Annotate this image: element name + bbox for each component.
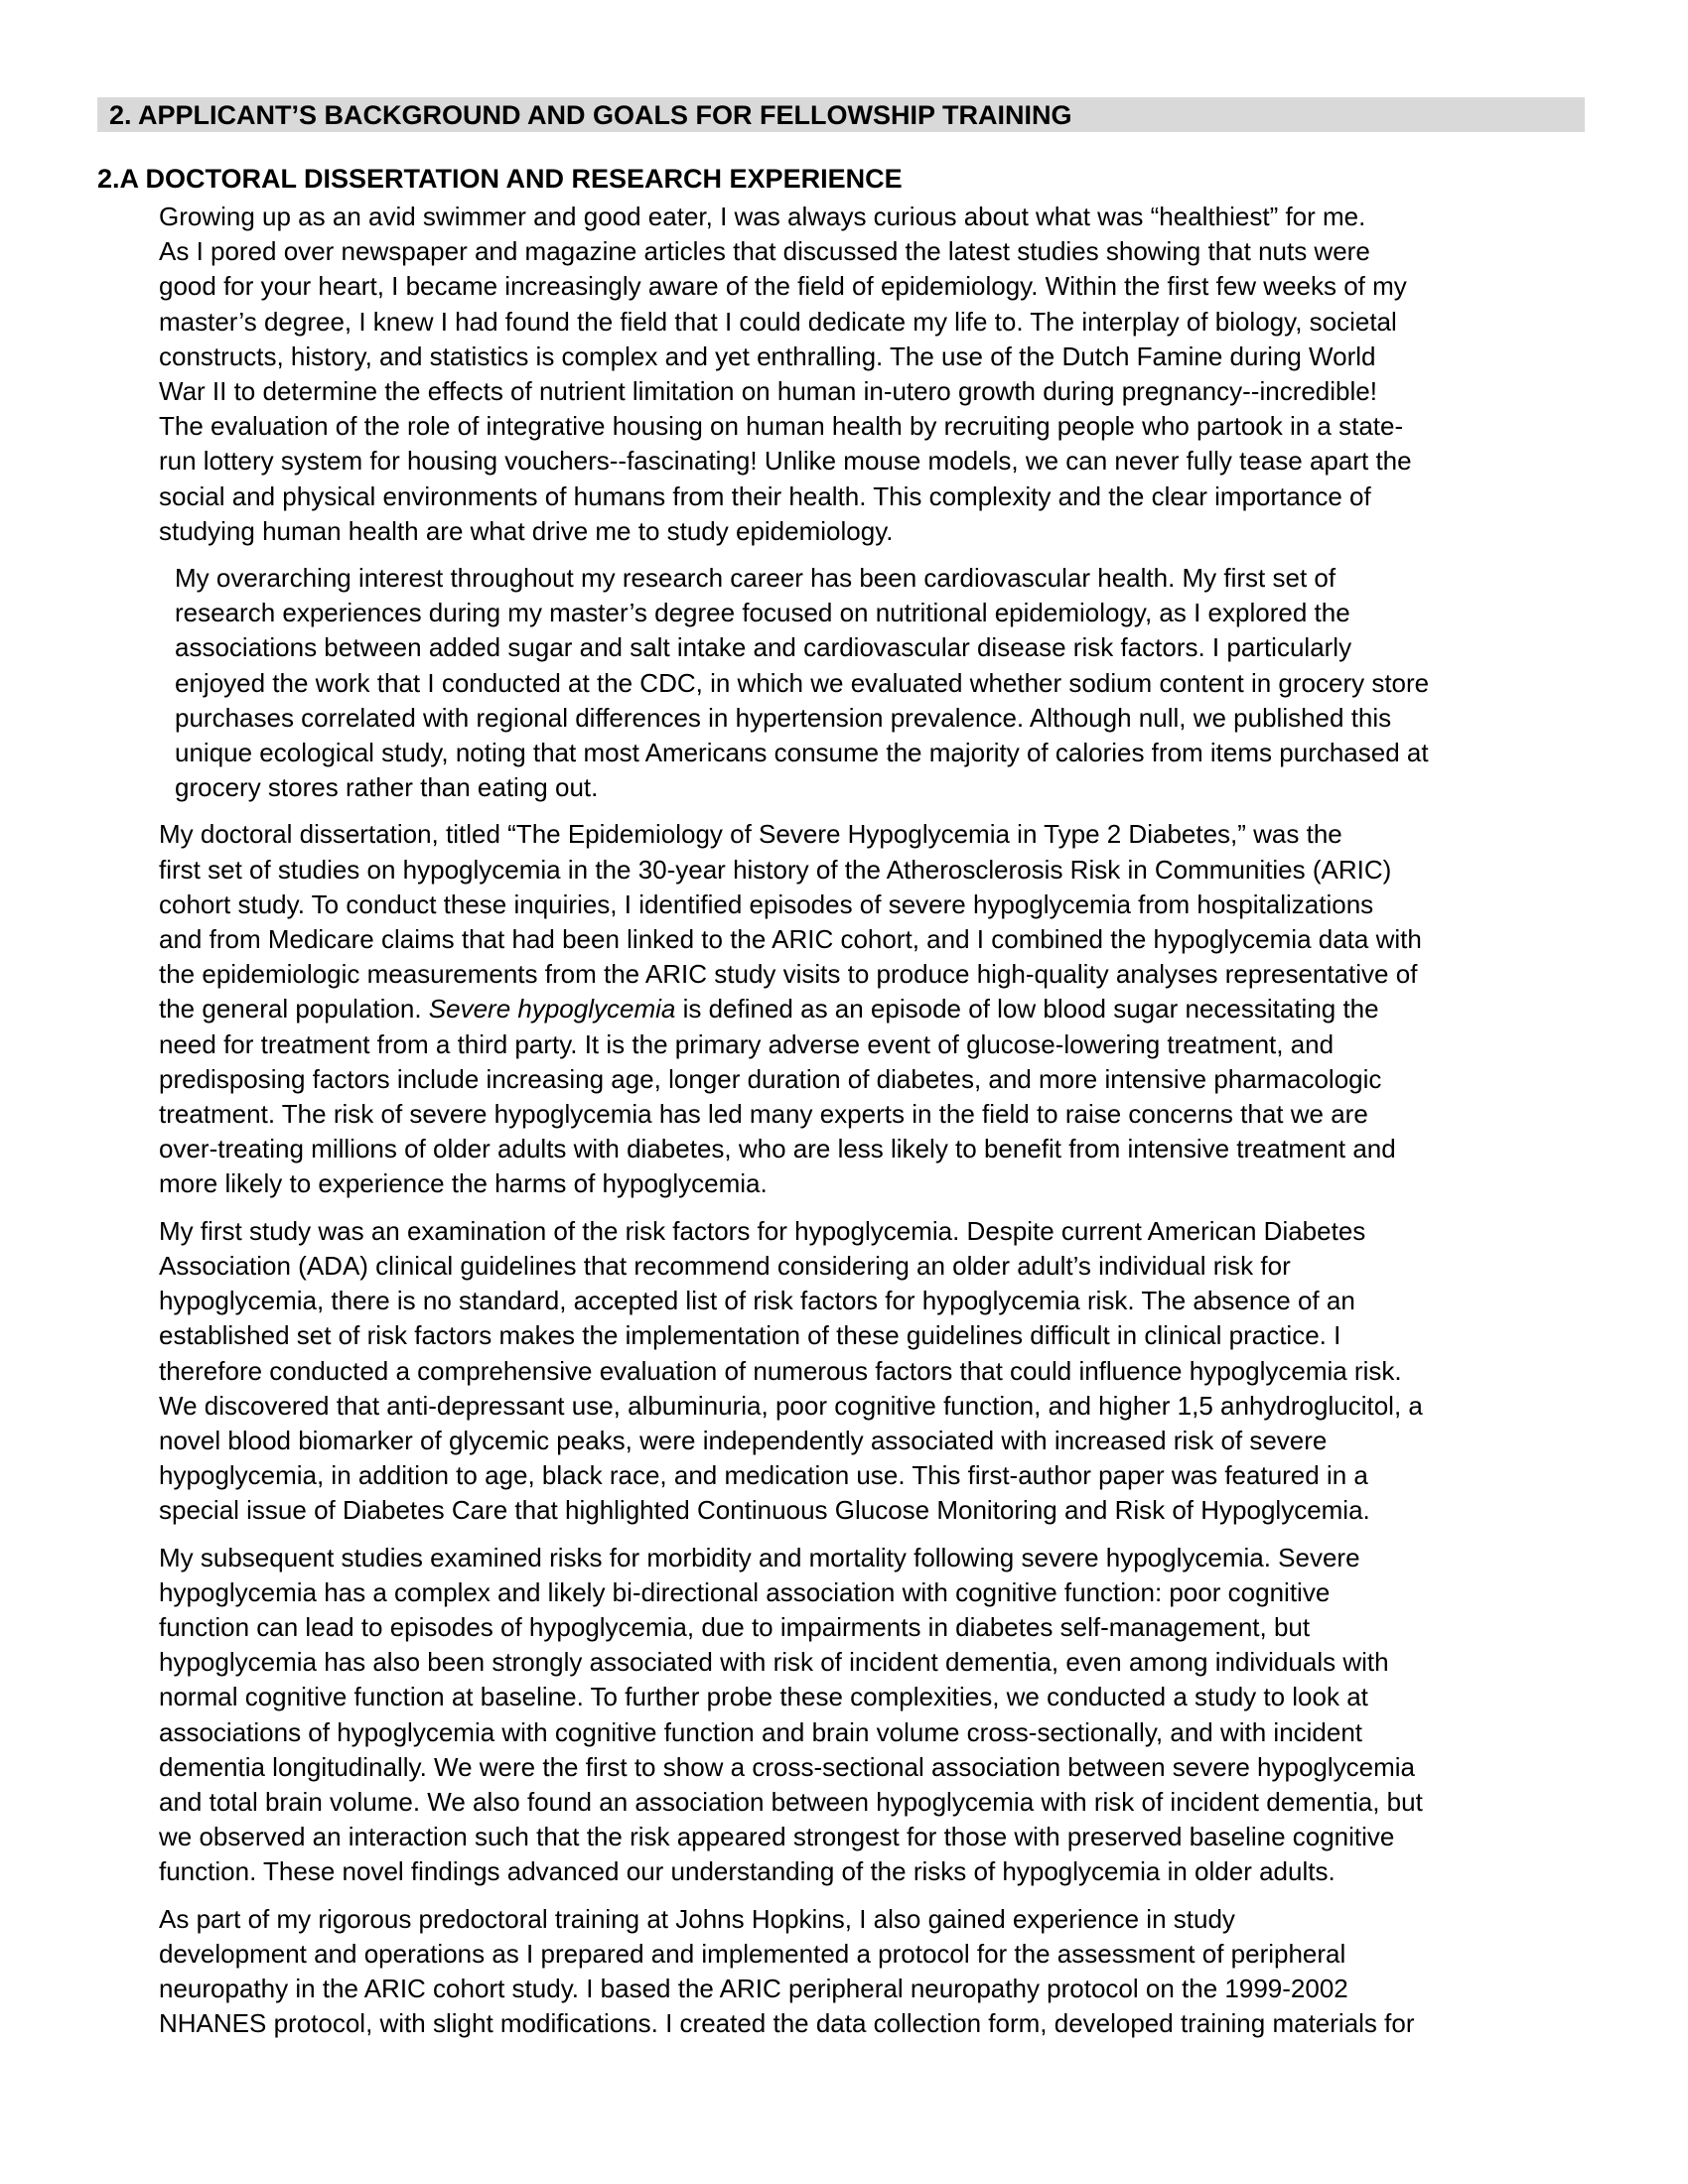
text-line: hypoglycemia has a complex and likely bi-directional association with cognitive function: poor cognitive — [159, 1576, 1331, 1607]
text-line: dementia longitudinally. We were the first to show a cross-sectional association between severe hypoglycemia — [159, 1751, 1416, 1782]
document-page — [97, 97, 1589, 2053]
text-line-with-italic — [97, 992, 1589, 1026]
text-line: established set of risk factors makes the implementation of these guidelines difficult in clinical practice. I — [159, 1320, 1341, 1351]
text-line: As I pored over newspaper and magazine articles that discussed the latest studies showing that nuts were — [159, 236, 1370, 267]
text-line: master’s degree, I knew I had found the field that I could dedicate my life to. The interplay of biology, societal — [159, 306, 1397, 337]
text-line: constructs, history, and statistics is complex and yet enthralling. The use of the Dutch Famine during World — [159, 341, 1376, 371]
text-line: Growing up as an avid swimmer and good eater, I was always curious about what was “healthiest” for me. — [159, 202, 1366, 231]
text-line: we observed an interaction such that the risk appeared strongest for those with preserved baseline cognitive — [159, 1822, 1395, 1852]
text-line: normal cognitive function at baseline. To further probe these complexities, we conducted a study to look at — [159, 1682, 1368, 1712]
text-line: hypoglycemia, in addition to age, black race, and medication use. This first-author paper was featured in a — [159, 1460, 1368, 1491]
text-line: research experiences during my master’s degree focused on nutritional epidemiology, as I explored the — [175, 598, 1350, 628]
text-line: and total brain volume. We also found an association between hypoglycemia with risk of incident dementia, but — [159, 1786, 1423, 1817]
paragraph-1 — [97, 200, 1589, 549]
text-line: hypoglycemia has also been strongly associated with risk of incident dementia, even among individuals with — [159, 1647, 1389, 1678]
text-line: over-treating millions of older adults with diabetes, who are less likely to benefit from intensive treatment and — [159, 1134, 1396, 1164]
text-line: first set of studies on hypoglycemia in the 30-year history of the Atherosclerosis Risk in Communities (ARIC) — [159, 854, 1392, 885]
text-line: purchases correlated with regional differences in hypertension prevalence. Although null, we published this — [175, 702, 1392, 733]
paragraph-2 — [97, 561, 1589, 805]
paragraph-3 — [97, 817, 1589, 1201]
text-line: associations between added sugar and salt intake and cardiovascular disease risk factors. I particularly — [175, 632, 1352, 663]
text-line: hypoglycemia, there is no standard, accepted list of risk factors for hypoglycemia risk. The absence of an — [159, 1286, 1355, 1316]
text-line: run lottery system for housing vouchers--fascinating! Unlike mouse models, we can never fully tease apart the — [159, 446, 1412, 477]
text-line: novel blood biomarker of glycemic peaks, were independently associated with increased risk of severe — [159, 1425, 1328, 1455]
text-line: development and operations as I prepared and implemented a protocol for the assessment of peripheral — [159, 1938, 1346, 1969]
text-line: social and physical environments of humans from their health. This complexity and the clear importance of — [159, 480, 1371, 511]
text-line: associations of hypoglycemia with cognitive function and brain volume cross-sectionally, and with incident — [159, 1716, 1363, 1747]
text-line: need for treatment from a third party. It is the primary adverse event of glucose-lowering treatment, and — [159, 1028, 1335, 1059]
text-line: treatment. The risk of severe hypoglycemia has led many experts in the field to raise concerns that we are — [159, 1099, 1368, 1130]
paragraph-5 — [97, 1541, 1589, 1890]
text-segment: is defined as an episode of low blood sugar necessitating the — [675, 994, 1379, 1024]
text-line: and from Medicare claims that had been linked to the ARIC cohort, and I combined the hypoglycemia data with — [159, 924, 1422, 955]
text-line: My doctoral dissertation, titled “The Epidemiology of Severe Hypoglycemia in Type 2 Diabetes,” was the — [159, 819, 1342, 850]
text-segment: the general population. — [159, 994, 429, 1024]
text-line: unique ecological study, noting that most Americans consume the majority of calories from items purchased at — [175, 738, 1429, 768]
text-line: The evaluation of the role of integrative housing on human health by recruiting people who partook in a state- — [159, 411, 1404, 442]
text-line: cohort study. To conduct these inquiries, I identified episodes of severe hypoglycemia from hospitalizations — [159, 888, 1374, 919]
text-line: enjoyed the work that I conducted at the CDC, in which we evaluated whether sodium content in grocery store — [175, 667, 1430, 698]
text-line: function can lead to episodes of hypoglycemia, due to impairments in diabetes self-management, but — [159, 1611, 1311, 1642]
text-line: My overarching interest throughout my research career has been cardiovascular health. My first set of — [175, 563, 1336, 594]
text-line: studying human health are what drive me to study epidemiology. — [159, 515, 894, 546]
paragraph-4 — [97, 1214, 1589, 1529]
text-line: function. These novel findings advanced our understanding of the risks of hypoglycemia in older adults. — [159, 1856, 1336, 1887]
text-line: My first study was an examination of the risk factors for hypoglycemia. Despite current American Diabetes — [159, 1215, 1366, 1246]
text-line: the epidemiologic measurements from the ARIC study visits to produce high-quality analyses representative of — [159, 959, 1418, 990]
text-line: more likely to experience the harms of hypoglycemia. — [159, 1168, 768, 1199]
section-header: 2. APPLICANT’S BACKGROUND AND GOALS FOR FELLOWSHIP TRAINING — [97, 97, 1585, 132]
text-line: neuropathy in the ARIC cohort study. I based the ARIC peripheral neuropathy protocol on the 1999-2002 — [159, 1973, 1348, 2003]
text-line: predisposing factors include increasing age, longer duration of diabetes, and more intensive pharmacologic — [159, 1063, 1382, 1094]
text-line: special issue of Diabetes Care that highlighted Continuous Glucose Monitoring and Risk of Hypoglycemia. — [159, 1495, 1370, 1526]
paragraph-6 — [97, 1902, 1589, 2042]
text-line: Association (ADA) clinical guidelines that recommend considering an older adult’s individual risk for — [159, 1250, 1291, 1281]
text-line: therefore conducted a comprehensive evaluation of numerous factors that could influence hypoglycemia risk. — [159, 1355, 1402, 1386]
subsection-header: 2.A DOCTORAL DISSERTATION AND RESEARCH EXPERIENCE — [97, 164, 903, 194]
text-line: War II to determine the effects of nutrient limitation on human in-utero growth during pregnancy--incredible! — [159, 376, 1377, 407]
text-line: My subsequent studies examined risks for morbidity and mortality following severe hypoglycemia. Severe — [159, 1542, 1360, 1572]
italic-term: Severe hypoglycemia — [428, 994, 676, 1024]
text-line: We discovered that anti-depressant use, albuminuria, poor cognitive function, and higher 1,5 anhydroglucitol, a — [159, 1390, 1423, 1421]
text-line: As part of my rigorous predoctoral training at Johns Hopkins, I also gained experience in study — [159, 1903, 1235, 1934]
text-line: good for your heart, I became increasingly aware of the field of epidemiology. Within the first few weeks of my — [159, 271, 1407, 302]
text-line: NHANES protocol, with slight modifications. I created the data collection form, developed training materials for — [159, 2008, 1415, 2039]
text-line: grocery stores rather than eating out. — [175, 772, 599, 803]
